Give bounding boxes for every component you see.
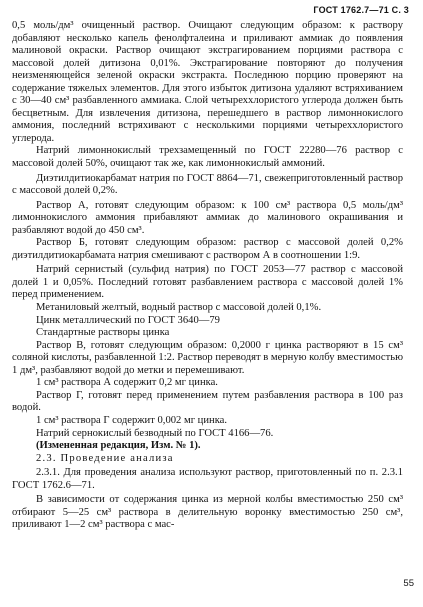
paragraph: Цинк металлический по ГОСТ 3640—79 — [36, 314, 220, 326]
paragraph: Натрий сернистый (сульфид натрия) по ГОСТ 2053—77 раствор с массовой долей 1 и 0,05%. Последний готовят разбавлением раствора с массовой долей 1% перед применением. — [12, 264, 403, 301]
section-subheading: Стандартные растворы цинка — [36, 327, 170, 339]
paragraph: 0,5 моль/дм³ очищенный раствор. Очищают следующим образом: к раствору добавляют несколько капель фенолфталеина и приливают аммиак до появления малиновой окраски. Раствор очищают экстрагированием порциями раствора с массовой долей дитизона 0,01%. Экстрагирование повторяют до получения неизменяющейся зеленой окраски экстракта. Последнюю порцию проверяют на содержание тяжелых элементов. Для этого избыток дитизона удаляют встряхиванием с 30—40 см³ разбавленного аммиака. Слой четыреххлористого углерода должен быть бесцветным. Для извлечения дитизона, перешедшего в раствор лимоннокислого аммония, последний встряхивают с несколькими порциями четыреххлористого углерода. — [12, 20, 403, 144]
page-number: 55 — [403, 578, 414, 589]
paragraph: Натрий лимоннокислый трехзамещенный по ГОСТ 22280—76 раствор с массовой долей 50%, очищают так же, как лимоннокислый аммоний. — [12, 145, 403, 170]
paragraph: Натрий сернокислый безводный по ГОСТ 4166—76. — [36, 427, 274, 439]
paragraph: 2.3.1. Для проведения анализа используют раствор, приготовленный по п. 2.3.1 ГОСТ 1762.6—71. — [12, 467, 403, 491]
page-header: ГОСТ 1762.7—71 С. 3 — [313, 5, 409, 15]
paragraph: Раствор А, готовят следующим образом: к 100 см³ раствора 0,5 моль/дм³ лимоннокислого аммония прибавляют аммиак до малинового окрашивания и разбавляют водой до 450 см³. — [12, 199, 403, 236]
paragraph: Раствор В, готовят следующим образом: 0,2000 г цинка растворяют в 15 см³ соляной кислоты, разбавленной 1:2. Раствор переводят в мерную колбу вместимостью 1 дм³, разбавляют водой до метки и перемешивают. — [12, 339, 403, 376]
paragraph: Раствор Г, готовят перед применением путем разбавления раствора в 100 раз водой. — [12, 389, 403, 414]
paragraph: 1 см³ раствора Г содержит 0,002 мг цинка. — [36, 414, 228, 426]
amendment-note: (Измененная редакция, Изм. № 1). — [36, 440, 201, 452]
section-heading: 2.3. Проведение анализа — [36, 452, 174, 464]
document-body — [12, 20, 403, 532]
paragraph: Метаниловый желтый, водный раствор с массовой долей 0,1%. — [36, 302, 322, 314]
paragraph: 1 см³ раствора А содержит 0,2 мг цинка. — [36, 377, 218, 389]
paragraph: Раствор Б, готовят следующим образом: раствор с массовой долей 0,2% диэтилдитиокарбамата натрия смешивают с раствором А в соотношении 1:9. — [12, 237, 403, 261]
paragraph: В зависимости от содержания цинка из мерной колбы вместимостью 250 см³ отбирают 5—25 см³ раствора в делительную воронку вместимостью 250 см³, приливают 1—2 см³ раствора с мас- — [12, 494, 403, 531]
paragraph: Диэтилдитиокарбамат натрия по ГОСТ 8864—71, свежеприготовленный раствор с массовой долей 0,2%. — [12, 172, 403, 197]
